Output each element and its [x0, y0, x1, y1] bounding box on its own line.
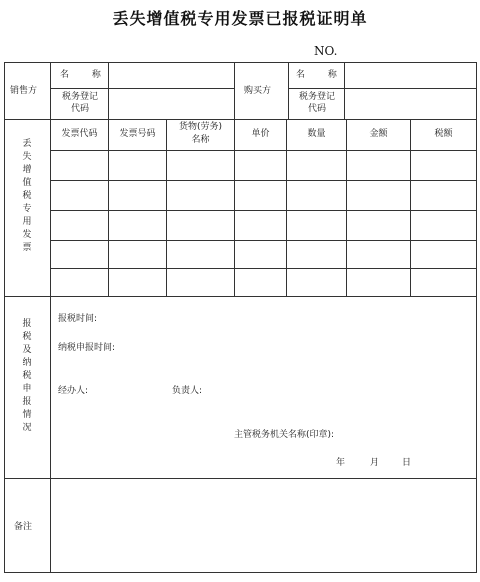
- responsible-label: 负责人:: [172, 386, 203, 396]
- invoice-section-label: 丢失增值税专用发票: [22, 139, 32, 253]
- col-invoice-code: 发票代码: [61, 129, 98, 139]
- buyer-tax-code-value[interactable]: [346, 90, 474, 118]
- year-label: 年: [336, 458, 346, 468]
- col-quantity: 数量: [307, 129, 326, 139]
- buyer-name-label: 名 称: [296, 70, 347, 80]
- col-invoice-number: 发票号码: [119, 129, 156, 139]
- document-title: 丢失增值税专用发票已报税证明单: [112, 9, 368, 28]
- col-goods-name-1: 货物(劳务): [178, 122, 223, 132]
- declare-time-label: 纳税申报时间:: [58, 343, 116, 353]
- col-goods-name-2: 名称: [191, 135, 210, 145]
- seller-name-label: 名 称: [60, 70, 111, 80]
- seller-tax-code-label-2: 代码: [70, 104, 89, 114]
- seller-name-value[interactable]: [110, 64, 232, 86]
- document-number-label: NO.: [314, 44, 338, 58]
- seller-section-label: 销售方: [10, 86, 38, 96]
- buyer-tax-code-label-2: 代码: [307, 104, 326, 114]
- report-section-label: 报税及纳税申报情况: [22, 319, 32, 433]
- tax-authority-label: 主管税务机关名称(印章):: [234, 430, 335, 440]
- remarks-section-label: 备注: [14, 522, 33, 532]
- report-time-label: 报税时间:: [58, 314, 98, 324]
- buyer-name-value[interactable]: [346, 64, 474, 86]
- month-label: 月: [370, 458, 380, 468]
- handler-label: 经办人:: [58, 386, 89, 396]
- buyer-section-label: 购买方: [244, 86, 272, 96]
- remarks-value[interactable]: [52, 480, 474, 570]
- day-label: 日: [402, 458, 412, 468]
- col-amount: 金额: [369, 129, 388, 139]
- seller-tax-code-label-1: 税务登记: [61, 92, 98, 102]
- buyer-tax-code-label-1: 税务登记: [298, 92, 335, 102]
- seller-tax-code-value[interactable]: [110, 90, 232, 118]
- col-tax-amount: 税额: [434, 129, 453, 139]
- col-unit-price: 单价: [251, 129, 270, 139]
